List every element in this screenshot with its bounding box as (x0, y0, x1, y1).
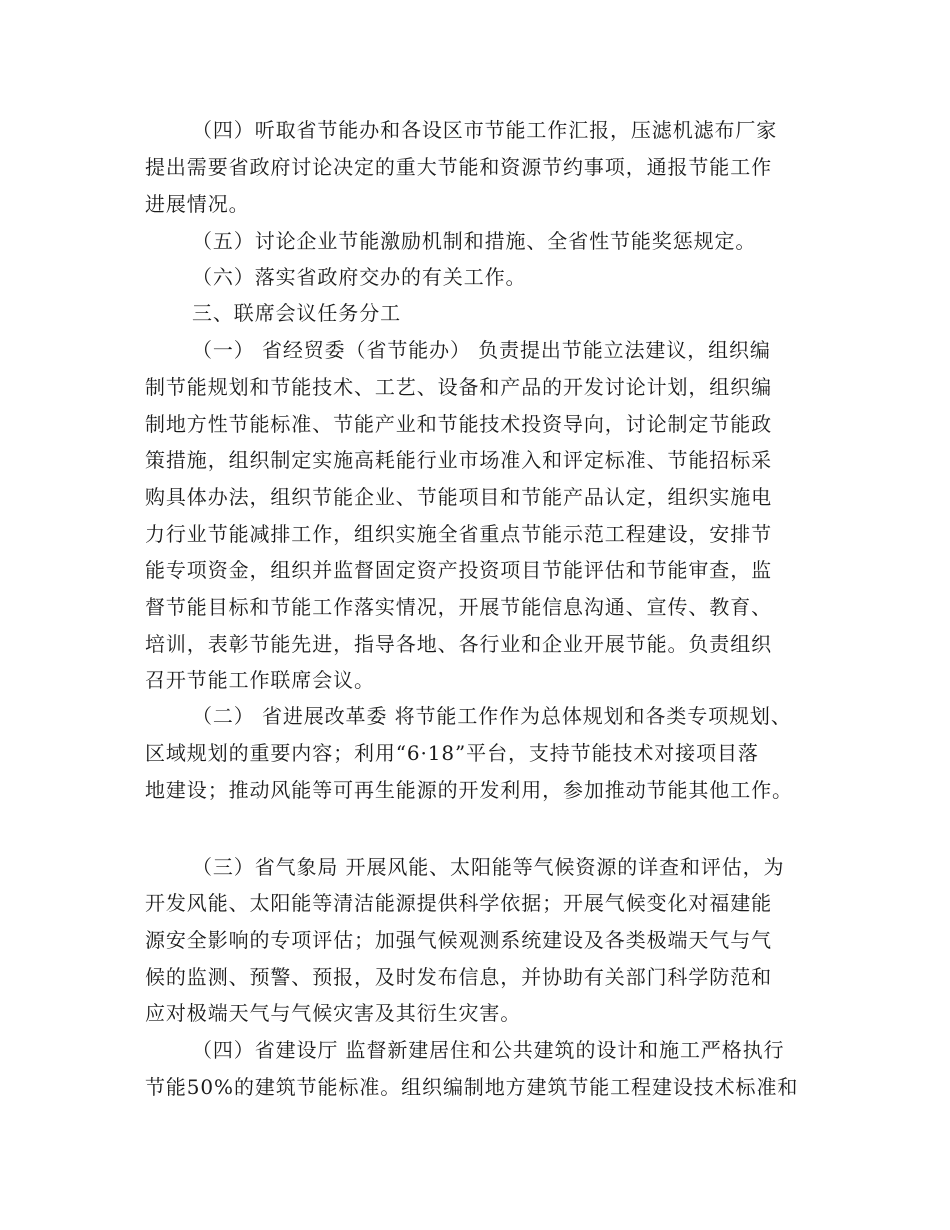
paragraph-line: 召开节能工作联席会议。 (145, 668, 375, 692)
paragraph-line: 进展情况。 (145, 192, 250, 216)
paragraph-line: 源安全影响的专项评估；加强气候观测系统建设及各类极端天气与气 (145, 928, 772, 952)
paragraph-line: 能专项资金，组织并监督固定资产投资项目节能评估和节能审查，监 (145, 558, 772, 582)
paragraph-line: （一） 省经贸委（省节能办） 负责提出节能立法建议，组织编 (192, 338, 771, 362)
paragraph-line: 应对极端天气与气候灾害及其衍生灾害。 (145, 1001, 522, 1025)
paragraph-line: 提出需要省政府讨论决定的重大节能和资源节约事项，通报节能工作 (145, 155, 772, 179)
paragraph-line: 力行业节能减排工作，组织实施全省重点节能示范工程建设，安排节 (145, 522, 772, 546)
paragraph-line: （四）听取省节能办和各设区市节能工作汇报，压滤机滤布厂家 (192, 118, 778, 142)
paragraph-line: 督节能目标和节能工作落实情况，开展节能信息沟通、宣传、教育、 (145, 595, 772, 619)
paragraph-line: 购具体办法，组织节能企业、节能项目和节能产品认定，组织实施电 (145, 485, 772, 509)
paragraph-line: 节能50%的建筑节能标准。组织编制地方建筑节能工程建设技术标准和 (145, 1075, 799, 1099)
paragraph-line: 培训，表彰节能先进，指导各地、各行业和企业开展节能。负责组织 (145, 632, 772, 656)
paragraph-line: 地建设；推动风能等可再生能源的开发利用，参加推动节能其他工作。 (145, 778, 793, 802)
paragraph-line: 候的监测、预警、预报，及时发布信息，并协助有关部门科学防范和 (145, 965, 772, 989)
paragraph-line: 制地方性节能标准、节能产业和节能技术投资导向，讨论制定节能政 (145, 412, 772, 436)
paragraph-line: （五）讨论企业节能激励机制和措施、全省性节能奖惩规定。 (192, 229, 757, 253)
paragraph-line: （二） 省进展改革委 将节能工作作为总体规划和各类专项规划、 (192, 704, 792, 728)
section-heading: 三、联席会议任务分工 (192, 301, 401, 325)
paragraph-line: 制节能规划和节能技术、工艺、设备和产品的开发讨论计划，组织编 (145, 375, 772, 399)
paragraph-line: 开发风能、太阳能等清洁能源提供科学依据；开展气候变化对福建能 (145, 891, 772, 915)
paragraph-line: 策措施，组织制定实施高耗能行业市场准入和评定标准、节能招标采 (145, 448, 772, 472)
paragraph-line: 区域规划的重要内容；利用“6·18”平台，支持节能技术对接项目落 (145, 741, 759, 765)
paragraph-line: （四）省建设厅 监督新建居住和公共建筑的设计和施工严格执行 (192, 1038, 785, 1062)
paragraph-line: （六）落实省政府交办的有关工作。 (192, 265, 527, 289)
paragraph-line: （三）省气象局 开展风能、太阳能等气候资源的详查和评估，为 (192, 855, 785, 879)
